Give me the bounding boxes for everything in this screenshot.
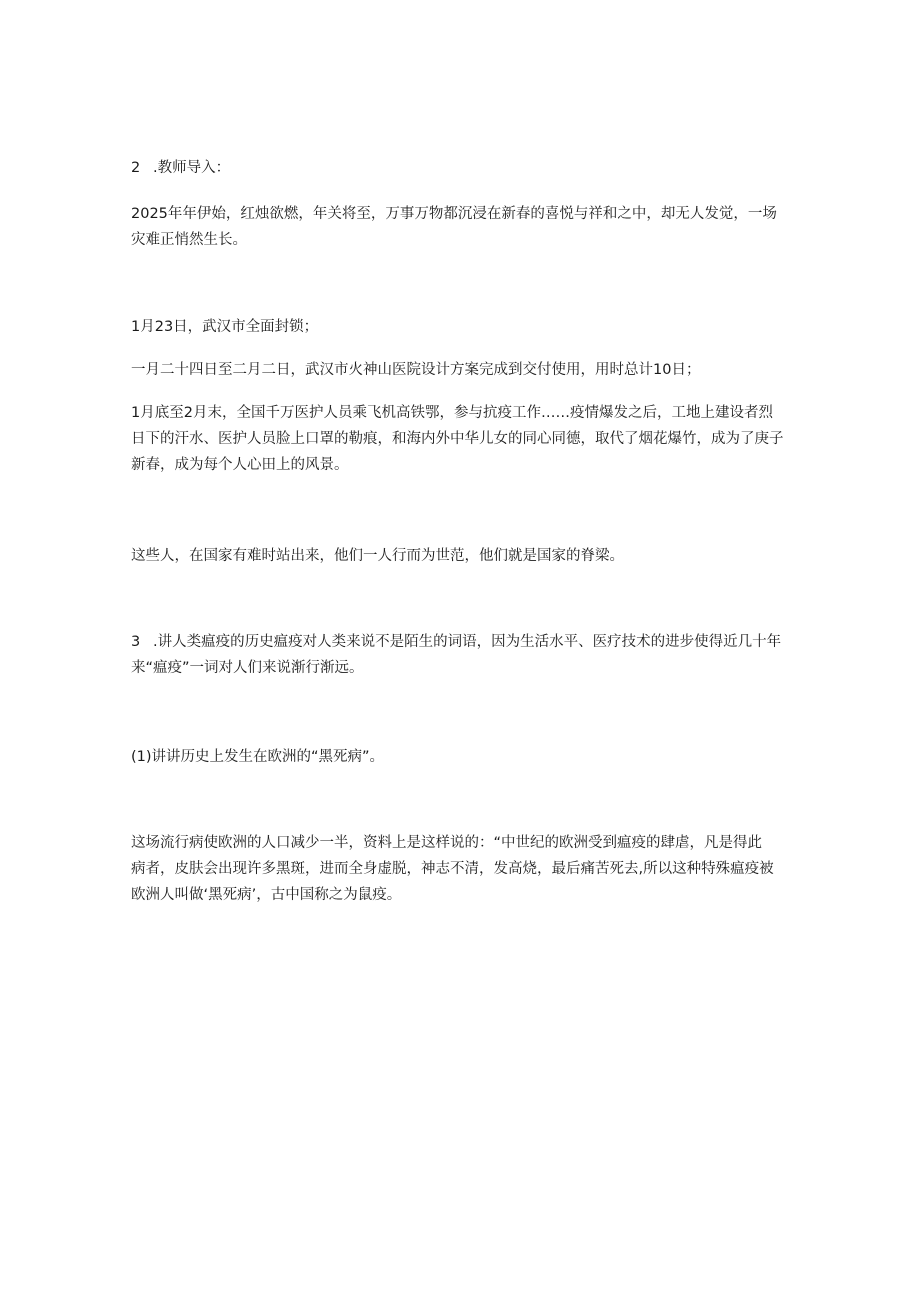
event-3-line-2: 日下的汗水、医护人员脸上口罩的勒痕，和海内外中华儿女的同心同德，取代了烟花爆竹，成为了庚子: [131, 431, 784, 447]
item-3-number: 3: [131, 634, 141, 650]
heroes-paragraph: [131, 543, 791, 569]
intro-line-1: 2025年年伊始，红烛欲燃，年关将至，万事万物都沉浸在新春的喜悦与祥和之中，却无人发觉，一场: [131, 206, 777, 222]
item-3-line-1: [131, 629, 791, 655]
sub-1-text: (1)讲讲历史上发生在欧洲的“黑死病”。: [131, 749, 385, 765]
plague-paragraph: [131, 830, 791, 908]
event-3-line-3: 新春，成为每个人心田上的风景。: [131, 457, 349, 473]
event-3-line-1: 1月底至2月末，全国千万医护人员乘飞机高铁鄂，参与抗疫工作……疫情爆发之后，工地上建设者烈: [131, 405, 773, 421]
event-2-text: 一月二十四日至二月二日，武汉市火神山医院设计方案完成到交付使用，用时总计10日；: [131, 362, 701, 378]
intro-paragraph: [131, 201, 791, 253]
item-3-line-2: 来“瘟疫”一词对人们来说渐行渐远。: [131, 660, 364, 676]
event-2-paragraph: [131, 357, 791, 383]
item-2-text: .教师导入：: [153, 160, 231, 176]
item-3-line-1-text: .讲人类瘟疫的历史瘟疫对人类来说不是陌生的词语，因为生活水平、医疗技术的进步使得近几十年: [153, 634, 782, 650]
sub-1-heading: [131, 744, 791, 770]
item-3-paragraph: [131, 629, 791, 681]
intro-line-2: 灾难正悄然生长。: [131, 232, 247, 248]
event-1-paragraph: [131, 314, 791, 340]
item-2-heading: [131, 155, 791, 181]
heroes-text: 这些人，在国家有难时站出来，他们一人行而为世范，他们就是国家的脊梁。: [131, 548, 624, 564]
event-3-paragraph: [131, 400, 791, 478]
plague-line-1: 这场流行病使欧洲的人口减少一半，资料上是这样说的：“中世纪的欧洲受到瘟疫的肆虐，凡是得此: [131, 835, 763, 851]
event-1-text: 1月23日，武汉市全面封锁；: [131, 319, 319, 335]
item-2-number: 2: [131, 160, 141, 176]
plague-line-3: 欧洲人叫做‘黑死病’，古中国称之为鼠疫。: [131, 887, 402, 903]
plague-line-2: 病者，皮肤会出现许多黑斑，进而全身虚脱，神志不清，发高烧，最后痛苦死去,所以这种特殊瘟疫被: [131, 861, 774, 877]
